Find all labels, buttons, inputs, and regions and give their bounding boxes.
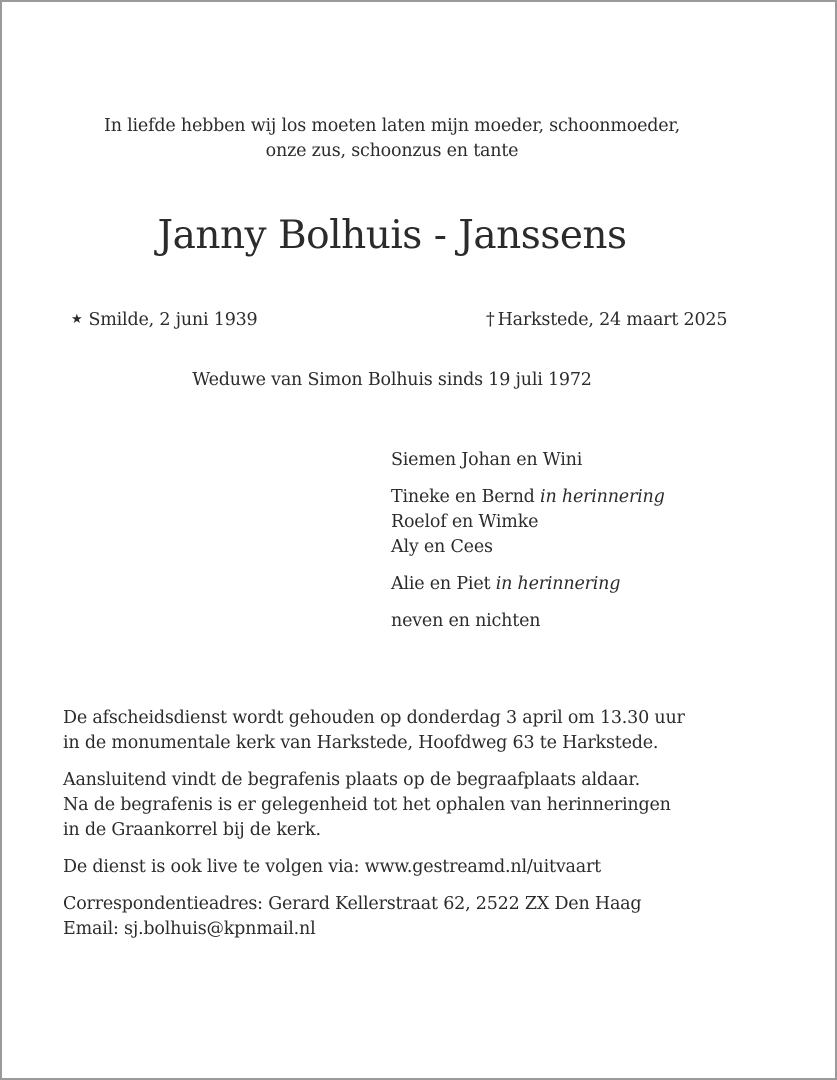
contact-email: Email: sj.bolhuis@kpnmail.nl (63, 919, 316, 939)
death-place-date: Harkstede, 24 maart 2025 (497, 310, 728, 330)
stream-line: De dienst is ook live te volgen via: www.gestreamd.nl/uitvaart (63, 857, 601, 877)
widow-text: Weduwe van Simon Bolhuis sinds 19 juli 1972 (192, 370, 592, 390)
star-icon: ★ (71, 312, 83, 327)
burial-line-1: Aansluitend vindt de begrafenis plaats op de begraafplaats aldaar. (63, 770, 640, 790)
service-line-2: in de monumentale kerk van Harkstede, Hoofdweg 63 te Harkstede. (63, 733, 659, 753)
burial-paragraph (63, 768, 685, 843)
family-line (391, 572, 665, 597)
family-list (391, 448, 665, 646)
family-member: Alie en Piet (391, 574, 491, 594)
family-group (391, 572, 665, 597)
contact-paragraph (63, 892, 685, 942)
family-group (391, 485, 665, 560)
family-line: Siemen Johan en Wini (391, 450, 583, 470)
service-line-1: De afscheidsdienst wordt gehouden op donderdag 3 april om 13.30 uur (63, 708, 685, 728)
birth-info (71, 308, 258, 334)
family-group (391, 609, 665, 634)
service-info (63, 706, 685, 954)
family-line: Roelof en Wimke (391, 512, 539, 532)
family-member: Tineke en Bernd (391, 487, 535, 507)
birth-place-date: Smilde, 2 juni 1939 (88, 310, 258, 330)
death-info (486, 308, 727, 333)
cross-icon: † (486, 310, 495, 330)
burial-line-2: Na de begrafenis is er gelegenheid tot het ophalen van herinneringen (63, 795, 671, 815)
family-line: Aly en Cees (391, 537, 493, 557)
intro-line-2: onze zus, schoonzus en tante (265, 141, 519, 161)
family-line: neven en nichten (391, 611, 541, 631)
family-line (391, 485, 665, 510)
intro-line-1: In liefde hebben wij los moeten laten mijn moeder, schoonmoeder, (103, 116, 681, 136)
family-group (391, 448, 665, 473)
burial-line-3: in de Graankorrel bij de kerk. (63, 820, 321, 840)
contact-address: Correspondentieadres: Gerard Kellerstraat 62, 2522 ZX Den Haag (63, 894, 642, 914)
stream-paragraph (63, 855, 685, 880)
intro-text (2, 114, 782, 164)
service-paragraph (63, 706, 685, 756)
deceased-name: Janny Bolhuis - Janssens (157, 213, 627, 258)
memorial-note: in herinnering (495, 574, 621, 594)
memorial-note: in herinnering (540, 487, 665, 507)
